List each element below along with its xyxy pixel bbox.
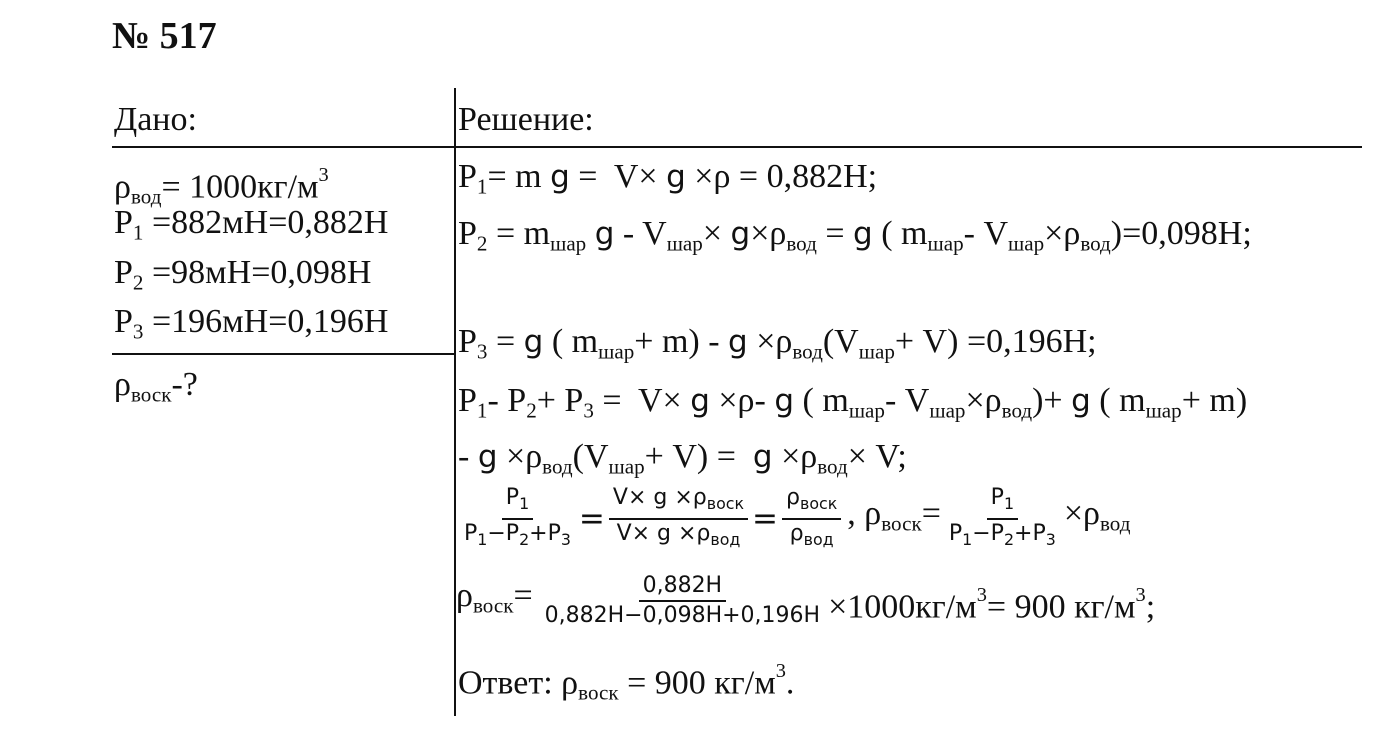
answer: Ответ: $\rho_{воск} = 900$ $кг/м^3$. (458, 660, 795, 705)
given-p3: $P_3 =196мН=0,196Н$ (114, 303, 389, 344)
ratio-fraction-2: $\frac{V\times g \times\rho_{воск}}{V\times g \times\rho_{вод}}$ (609, 484, 748, 554)
solution-eq4-line1: $P_1-$ $P_2+ P_3 = V\times g \times\rho-$ g ( $m_{шар}-$ $V_{шар}\times\rho_{вод})+ g$ ( $m_{шар}+ m$) (458, 382, 1248, 423)
solution-eq3: $P_3 = g$ ( $m_{шар}+ m) - g \times\rho_{вод}(V_{шар}+ V) =0,196Н$; (458, 323, 1097, 364)
given-rho-water: $\rho_{вод}= 1000кг/м^3$ (114, 164, 329, 209)
calc-denominator: 0,882Н−0,098Н+0,196Н (544, 603, 821, 628)
ratio-fraction-4: $\frac{P_1}{P_1-P_2+P_3}$ (948, 485, 1056, 549)
solution-eq1: $P_1= m$ g = V× g ×ρ = 0,882Н; (458, 158, 878, 199)
given-p2: $P_2 =98мН=0,098Н$ (114, 254, 372, 295)
ratio-fraction-3: $\frac{\rho_{воск}}{\rho_{вод}}$ (782, 484, 841, 554)
solution-eq4-line2: - $g \times\rho_{вод}(V_{шар}+ V) = g \times\rho_{вод}\times V$; (458, 438, 907, 479)
solution-ratio: $\frac{P_1}{P_1-P_2+P_3}$ = $\frac{V\times g \times\rho_{воск}}{V\times g \times\rho_{вод}}$ = $\frac{\rho_{воск}}{\rho_{вод}}$ , $\rho_{воск}=$ $\frac{P_1}{P_1-P_2+P_3}$ $\times\rho_{вод}$ (456, 484, 1130, 554)
header-underline (112, 146, 1362, 148)
solution-calc: $\rho_{воск}=$ $\frac{0,882Н}{0,882Н-0,098Н+0,196Н}$ $\times 1000кг/м^3= 900$ $кг/м^3$; (456, 573, 1156, 628)
calc-numerator: 0,882Н (639, 572, 727, 602)
solution-eq2: $P_2 = m_{шар}$ $g - V_{шар}\times g\times\rho_{вод} = g$ ( $m_{шар}-$ $V_{шар}\times\rho_{вод})=0,098Н$; (458, 215, 1252, 256)
given-heading: Дано: (114, 101, 197, 138)
calc-fraction (541, 572, 824, 630)
ratio-fraction-1: $\frac{P_1}{P_1-P_2+P_3}$ (464, 485, 571, 549)
given-p1: $P_1 =882мН=0,882Н$ (114, 204, 389, 245)
solution-heading: Решение: (458, 101, 594, 138)
given-underline (112, 353, 454, 355)
given-find: $\rho_{воск}-$? (114, 366, 198, 407)
problem-number: № 517 (112, 15, 217, 57)
